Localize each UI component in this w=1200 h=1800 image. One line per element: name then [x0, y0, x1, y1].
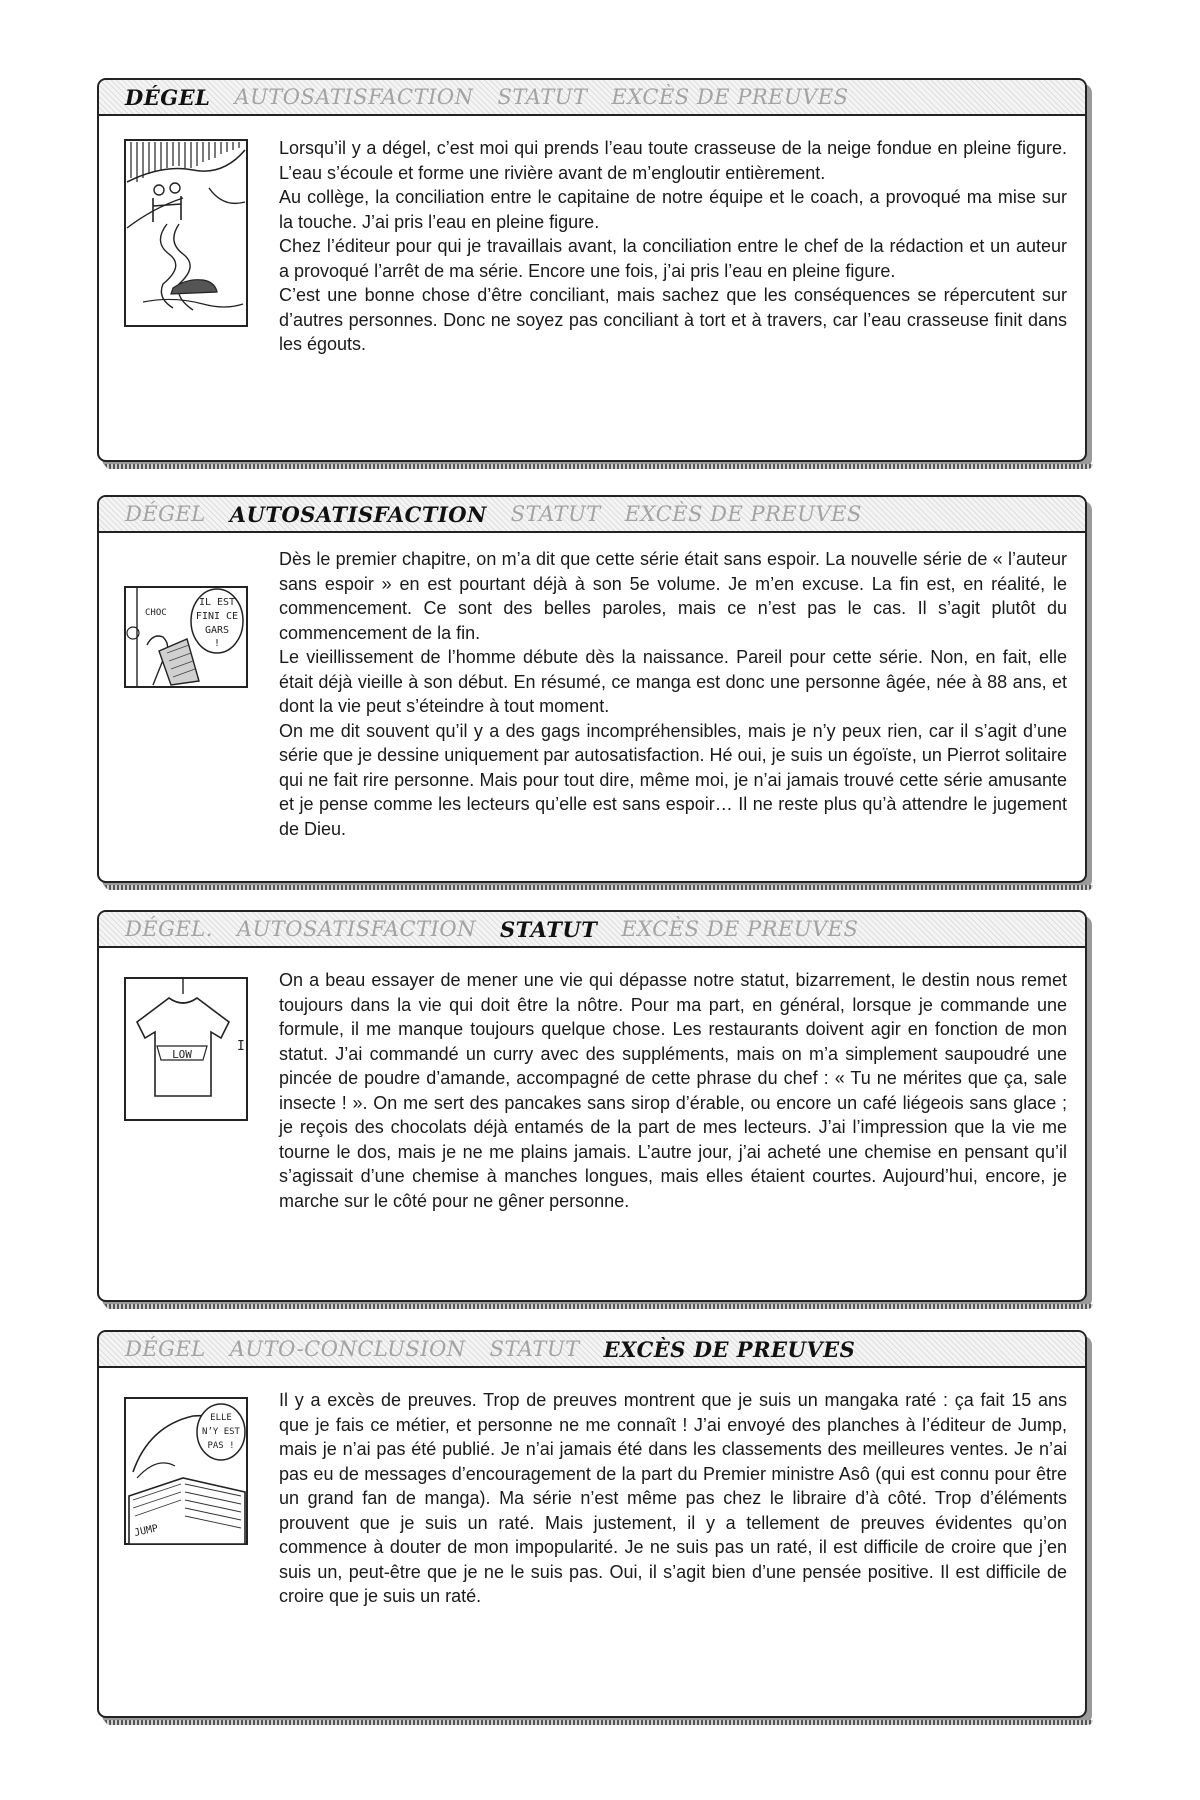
panel-header [99, 497, 1085, 533]
bubble-line: N’Y EST [202, 1427, 240, 1437]
panel-header [99, 1332, 1085, 1368]
panel-autosatisfaction [97, 495, 1087, 883]
paragraph: Il y a excès de preuves. Trop de preuves montrent que je suis un mangaka raté : ça fait 15 ans que je fais ce métier, et personne ne me connaît ! J’ai envoyé des planches à l’éditeur de Jump, mais je n’ai pas été publié. Je n’ai jamais été dans les classements des meilleures ventes. Je n’ai pas eu de messages d’encouragement de la part du Premier ministre Asô (qui est connu pour être un grand fan de manga). Ma série n’est même pas chez le libraire d’à côté. Trop d’éléments prouvent que je suis un raté. Mais justement, il y a tellement de preuves évidentes qu’on commence à douter de mon impopularité. Je ne suis pas un raté, il est difficile de croire que j’en suis un, peut-être que je ne le suis pas. Oui, il s’agit bien d’une pensée positive. Il est difficile de croire que je suis un raté. [279, 1390, 1067, 1606]
tab-degel[interactable]: DÉGEL [125, 502, 206, 526]
panel-text [279, 136, 1067, 357]
tab-exces-de-preuves[interactable]: EXCÈS DE PREUVES [611, 85, 849, 109]
panel-header [99, 912, 1085, 948]
bubble-line: PAS ! [207, 1441, 235, 1451]
tab-statut[interactable]: STATUT [499, 916, 598, 942]
tab-degel[interactable]: DÉGEL [125, 84, 211, 110]
bubble-line: IL EST [198, 597, 236, 608]
illustration-jump-magazine [123, 1396, 249, 1546]
paragraph: Chez l’éditeur pour qui je travaillais avant, la conciliation entre le chef de la rédaction et un auteur a provoqué l’arrêt de ma série. Encore une fois, j’ai pris l’eau en pleine figure. [279, 236, 1067, 281]
panel-header [99, 80, 1085, 116]
paragraph: Le vieillissement de l’homme débute dès la naissance. Pareil pour cette série. Non, en fait, elle était déjà vieille à son début. En résumé, ce manga est donc une personne âgée, née à 88 ans, et dont la vie peut s’éteindre à tout moment. [279, 647, 1067, 716]
bubble-line: ELLE [210, 1413, 232, 1423]
book-label: JUMP [133, 1523, 160, 1539]
paragraph: Au collège, la conciliation entre le capitaine de notre équipe et le coach, a provoqué ma mise sur la touche. J’ai pris l’eau en pleine figure. [279, 187, 1067, 232]
tab-autosatisfaction[interactable]: AUTOSATISFACTION [236, 917, 476, 941]
illustration-low-shirt [123, 976, 249, 1122]
paragraph: Lorsqu’il y a dégel, c’est moi qui prends l’eau toute crasseuse de la neige fondue en pleine figure. L’eau s’écoule et forme une rivière avant de m’engloutir entièrement. [279, 138, 1067, 183]
paragraph: C’est une bonne chose d’être conciliant, mais sachez que les conséquences se répercutent sur d’autres personnes. Donc ne soyez pas conciliant à tort et à travers, car l’eau crasseuse finit dans les égouts. [279, 285, 1067, 354]
panel-text [279, 968, 1067, 1213]
paragraph: On a beau essayer de mener une vie qui dépasse notre statut, bizarrement, le destin nous remet toujours dans la vie qui doit être la nôtre. Pour ma part, en général, lorsque je commande une formule, il me manque toujours quelque chose. Les restaurants doivent agir en fonction de mon statut. J’ai commandé un curry avec des suppléments, mais on m’a simplement saupoudré une pincée de poudre d’amande, accompagné de cette phrase du chef : « Tu ne mérites que ça, sale insecte ! ». On me sert des pancakes sans sirop d’érable, ou encore un café liégeois sans glace ; je reçois des chocolats déjà entamés de la part de mes lecteurs. J’ai l’impression que la vie me tourne le dos, mais je ne me plains jamais. L’autre jour, j’ai acheté une chemise en pensant qu’il s’agissait d’une chemise à manches longues, mais elles étaient courtes. Aujourd’hui, encore, je marche sur le côté pour ne gêner personne. [279, 970, 1067, 1211]
panel-statut [97, 910, 1087, 1302]
paragraph: On me dit souvent qu’il y a des gags incompréhensibles, mais je n’y peux rien, car il s’agit d’une série que je dessine uniquement par autosatisfaction. Hé oui, je suis un égoïste, un Pierrot solitaire qui ne fait rire personne. Mais pour tout dire, même moi, je n’ai jamais trouvé cette série amusante et je pense comme les lecteurs qu’elle est sans espoir… Il ne reste plus qu’à attendre le jugement de Dieu. [279, 720, 1067, 839]
tab-exces-de-preuves[interactable]: EXCÈS DE PREUVES [624, 502, 862, 526]
tab-autosatisfaction[interactable]: AUTOSATISFACTION [234, 85, 474, 109]
tab-auto-conclusion[interactable]: AUTO-CONCLUSION [229, 1337, 466, 1361]
panel-text [279, 547, 1067, 841]
tab-exces-de-preuves[interactable]: EXCÈS DE PREUVES [621, 917, 859, 941]
bubble-line: GARS [204, 625, 230, 636]
panel-exces-de-preuves [97, 1330, 1087, 1718]
panel-text [279, 1388, 1067, 1609]
tab-exces-de-preuves[interactable]: EXCÈS DE PREUVES [603, 1336, 856, 1362]
illustration-melting-river [123, 138, 249, 328]
paragraph: Dès le premier chapitre, on m’a dit que cette série était sans espoir. La nouvelle série de « l’auteur sans espoir » en est pourtant déjà à son 5e volume. Je m’en excuse. La fin est, en réalité, le commencement. Ce sont des belles paroles, mais ce n’est pas le cas. Il s’agit plutôt du commencement de la fin. [279, 549, 1067, 643]
tab-autosatisfaction[interactable]: AUTOSATISFACTION [229, 501, 487, 527]
panel-degel [97, 78, 1087, 462]
sfx-text: CHOC [145, 608, 167, 618]
shirt-label: LOW [172, 1048, 192, 1061]
bubble-line: FINI CE [195, 611, 239, 622]
tab-degel[interactable]: DÉGEL [125, 1337, 206, 1361]
tab-statut[interactable]: STATUT [510, 502, 601, 526]
tab-statut[interactable]: STATUT [497, 85, 588, 109]
illustration-reader-bubble [123, 585, 249, 689]
bubble-line: ! [213, 638, 221, 649]
tab-degel[interactable]: DÉGEL. [125, 917, 213, 941]
tab-statut[interactable]: STATUT [489, 1337, 580, 1361]
shirt-mark: I [237, 1039, 245, 1054]
